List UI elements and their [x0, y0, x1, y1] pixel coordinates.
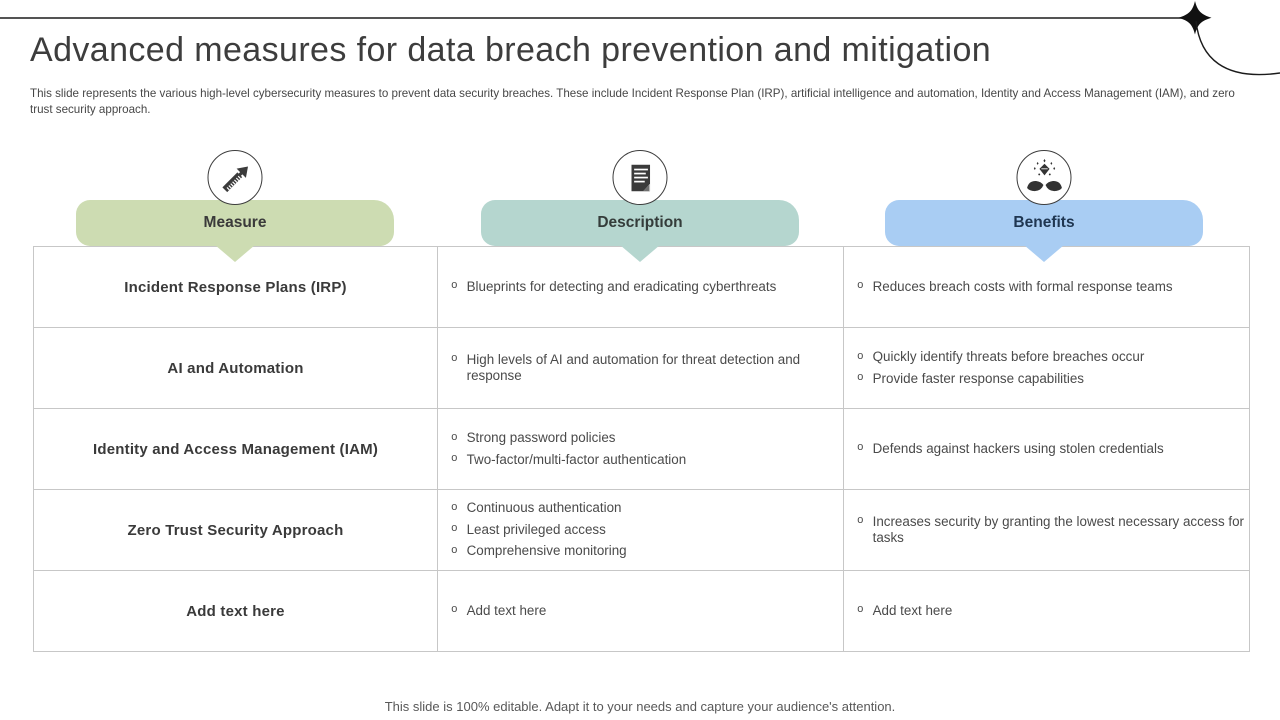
bullet-marker: o	[857, 280, 864, 293]
bullet-marker: o	[451, 544, 458, 557]
bullet-item	[857, 349, 1144, 365]
measure-header-tab	[76, 200, 394, 246]
bullet-text: Quickly identify threats before breaches occur	[872, 349, 1145, 365]
bullet-item	[451, 452, 686, 468]
bullet-text: Two-factor/multi-factor authentication	[466, 451, 687, 467]
bullet-marker: o	[857, 350, 864, 363]
benefits-cell	[844, 571, 1249, 651]
bullet-text: Comprehensive monitoring	[466, 543, 627, 559]
benefits-header-pointer	[1024, 245, 1064, 262]
bullet-text: Add text here	[466, 602, 547, 618]
sparkle-star-icon	[1179, 1, 1212, 35]
document-icon	[613, 150, 668, 205]
column-header-measure	[76, 150, 394, 265]
benefits-header-label: Benefits	[1013, 214, 1075, 231]
description-header-tab	[481, 200, 799, 246]
hands-diamond-icon	[1017, 150, 1072, 205]
bullet-item	[451, 500, 621, 516]
bullet-text: Blueprints for detecting and eradicating cyberthreats	[466, 278, 777, 294]
benefits-header-tab	[885, 200, 1203, 246]
bullet-text: Continuous authentication	[466, 500, 622, 516]
bullet-text: Defends against hackers using stolen credentials	[872, 440, 1164, 456]
bullet-marker: o	[451, 453, 458, 465]
measure-cell: Add text here	[34, 571, 438, 651]
measure-cell: Incident Response Plans (IRP)	[34, 247, 438, 327]
bullet-item	[451, 430, 615, 446]
bullet-item	[857, 603, 952, 619]
bullet-marker: o	[451, 353, 458, 366]
bullet-text: Add text here	[872, 602, 953, 618]
bullet-marker: o	[451, 431, 458, 444]
benefits-cell	[844, 490, 1249, 570]
benefits-cell	[844, 409, 1249, 489]
benefits-cell	[844, 328, 1249, 408]
table-row	[34, 490, 1249, 571]
bullet-item	[857, 441, 1164, 457]
page-title: Advanced measures for data breach prevention and mitigation	[30, 31, 992, 69]
bullet-text: Strong password policies	[466, 430, 616, 446]
bullet-item	[857, 514, 1249, 547]
bullet-marker: o	[451, 501, 458, 514]
measure-cell: AI and Automation	[34, 328, 438, 408]
description-header-pointer	[620, 245, 660, 262]
description-cell	[438, 328, 844, 408]
bullet-marker: o	[451, 604, 458, 617]
column-header-description	[481, 150, 799, 265]
bullet-marker: o	[857, 372, 864, 384]
bullet-item	[451, 543, 627, 559]
bullet-text: Reduces breach costs with formal response teams	[872, 278, 1173, 294]
measure-header-pointer	[215, 245, 255, 262]
table-row	[34, 328, 1249, 409]
slide-subtitle: This slide represents the various high-level cybersecurity measures to prevent data security breaches. These include Incident Response Plan (IRP), artificial intelligence and automation, Identity and Access Management (IAM), and zero trust security approach.	[30, 87, 1235, 116]
bullet-marker: o	[857, 515, 864, 528]
slide-footer-note: This slide is 100% editable. Adapt it to your needs and capture your audience's attention.	[384, 699, 896, 714]
bullet-marker: o	[857, 604, 864, 617]
table-row	[34, 409, 1249, 490]
table-row	[34, 571, 1249, 651]
measure-header-label: Measure	[203, 214, 267, 231]
column-header-benefits	[885, 150, 1203, 265]
bullet-item	[451, 603, 546, 619]
bullet-item	[451, 522, 606, 538]
bullet-text: Increases security by granting the lowest necessary access for tasks	[872, 513, 1244, 545]
description-cell	[438, 490, 844, 570]
description-header-label: Description	[597, 214, 683, 231]
bullet-text: High levels of AI and automation for threat detection and response	[466, 351, 801, 383]
bullet-marker: o	[451, 280, 458, 293]
bullet-marker: o	[451, 523, 458, 536]
measures-table	[33, 246, 1250, 652]
description-cell	[438, 409, 844, 489]
bullet-text: Least privileged access	[466, 521, 606, 537]
bullet-text: Provide faster response capabilities	[872, 370, 1084, 386]
bullet-item	[451, 352, 802, 385]
bullet-marker: o	[857, 442, 864, 455]
measure-cell: Identity and Access Management (IAM)	[34, 409, 438, 489]
description-cell	[438, 571, 844, 651]
ruler-arrow-icon	[208, 150, 263, 205]
measure-cell: Zero Trust Security Approach	[34, 490, 438, 570]
bullet-item	[857, 371, 1084, 387]
bullet-item	[857, 279, 1173, 295]
bullet-item	[451, 279, 776, 295]
